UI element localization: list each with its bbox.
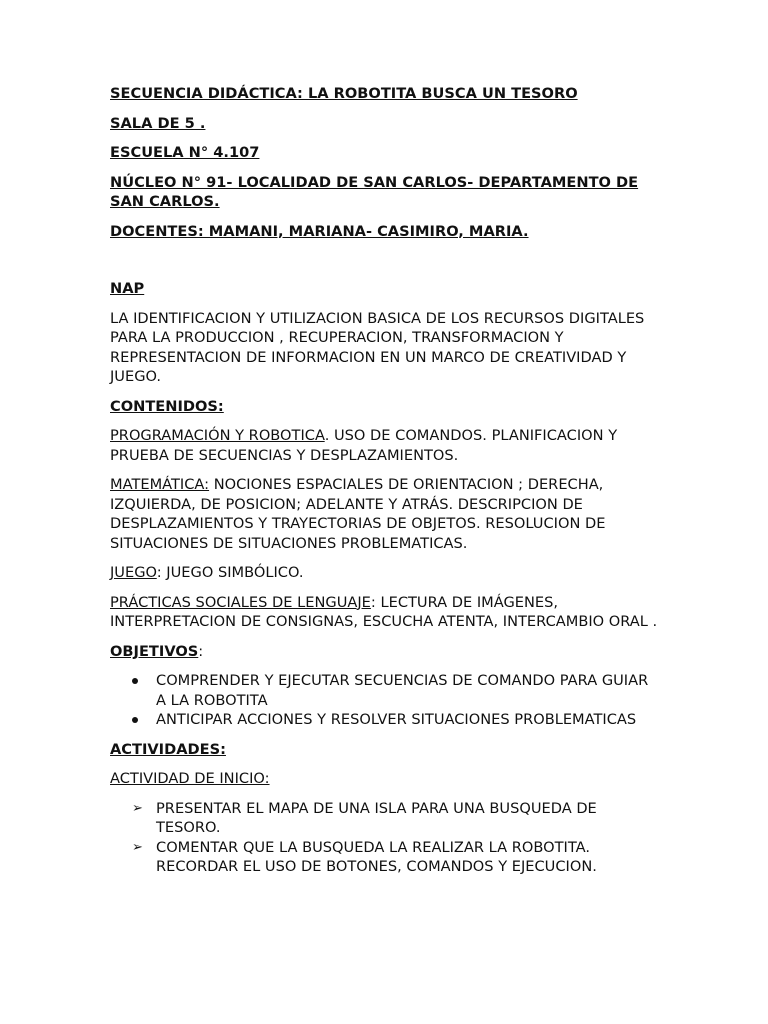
arrow-bullet-icon: ➢ [132,800,143,816]
actividad-text: COMENTAR QUE LA BUSQUEDA LA REALIZAR LA ROBOTITA. RECORDAR EL USO DE BOTONES, COMANDOS Y EJECUCION. [156,838,597,875]
contenido-text: : LECTURA DE IMÁGENES, INTERPRETACION DE CONSIGNAS, ESCUCHA ATENTA, INTERCAMBIO ORAL . [110,593,658,630]
actividad-text: PRESENTAR EL MAPA DE UNA ISLA PARA UNA BUSQUEDA DE TESORO. [156,799,597,836]
arrow-bullet-icon: ➢ [132,839,143,855]
objetivos-heading-line [110,642,658,662]
contenidos-heading: CONTENIDOS: [110,397,224,415]
contenido-matematica [110,475,658,553]
contenido-label: MATEMÁTICA: [110,476,210,493]
docentes-line: DOCENTES: MAMANI, MARIANA- CASIMIRO, MARIA. [110,222,529,240]
contenido-text: NOCIONES ESPACIALES DE ORIENTACION ; DERECHA, IZQUIERDA, DE POSICION; ADELANTE Y ATRÁS. DESCRIPCION DE DESPLAZAMIENTOS Y TRAYECTORIAS DE OBJETOS. RESOLUCION DE SITUACIONES DE SITUACIONES PROBLEMATICAS. [110,476,606,552]
contenido-programacion [110,426,658,465]
actividades-heading: ACTIVIDADES: [110,740,226,758]
document-page [110,84,658,887]
objetivos-heading: OBJETIVOS [110,642,199,660]
actividades-list [110,799,658,877]
sala-line: SALA DE 5 . [110,114,206,132]
objetivos-colon: : [198,642,204,660]
actividad-inicio-label: ACTIVIDAD DE INICIO: [110,770,270,787]
list-item [110,671,658,710]
bullet-icon [132,717,138,723]
contenido-juego [110,563,658,583]
objetivos-list [110,671,658,730]
bullet-icon [132,678,138,684]
list-item [110,838,658,877]
contenido-text: . USO DE COMANDOS. PLANIFICACION Y PRUEBA DE SECUENCIAS Y DESPLAZAMIENTOS. [110,427,618,464]
escuela-line: ESCUELA N° 4.107 [110,144,260,161]
contenido-practicas [110,593,658,632]
list-item [110,710,658,730]
contenido-label: PRÁCTICAS SOCIALES DE LENGUAJE [110,593,371,611]
objetivo-text: ANTICIPAR ACCIONES Y RESOLVER SITUACIONES PROBLEMATICAS [156,711,637,728]
nap-text: LA IDENTIFICACION Y UTILIZACION BASICA DE LOS RECURSOS DIGITALES PARA LA PRODUCCION , RECUPERACION, TRANSFORMACION Y REPRESENTACION DE INFORMACION EN UN MARCO DE CREATIVIDAD Y JUEGO. [110,309,645,385]
nap-heading: NAP [110,280,145,297]
document-title: SECUENCIA DIDÁCTICA: LA ROBOTITA BUSCA UN TESORO [110,85,578,102]
spacer [110,251,658,279]
objetivo-text: COMPRENDER Y EJECUTAR SECUENCIAS DE COMANDO PARA GUIAR A LA ROBOTITA [156,672,649,709]
contenido-text: : JUEGO SIMBÓLICO. [156,564,304,581]
list-item [110,799,658,838]
contenido-label: PROGRAMACIÓN Y ROBOTICA [110,427,325,444]
contenido-label: JUEGO [110,564,157,581]
nucleo-line: NÚCLEO N° 91- LOCALIDAD DE SAN CARLOS- DEPARTAMENTO DE SAN CARLOS. [110,173,639,210]
